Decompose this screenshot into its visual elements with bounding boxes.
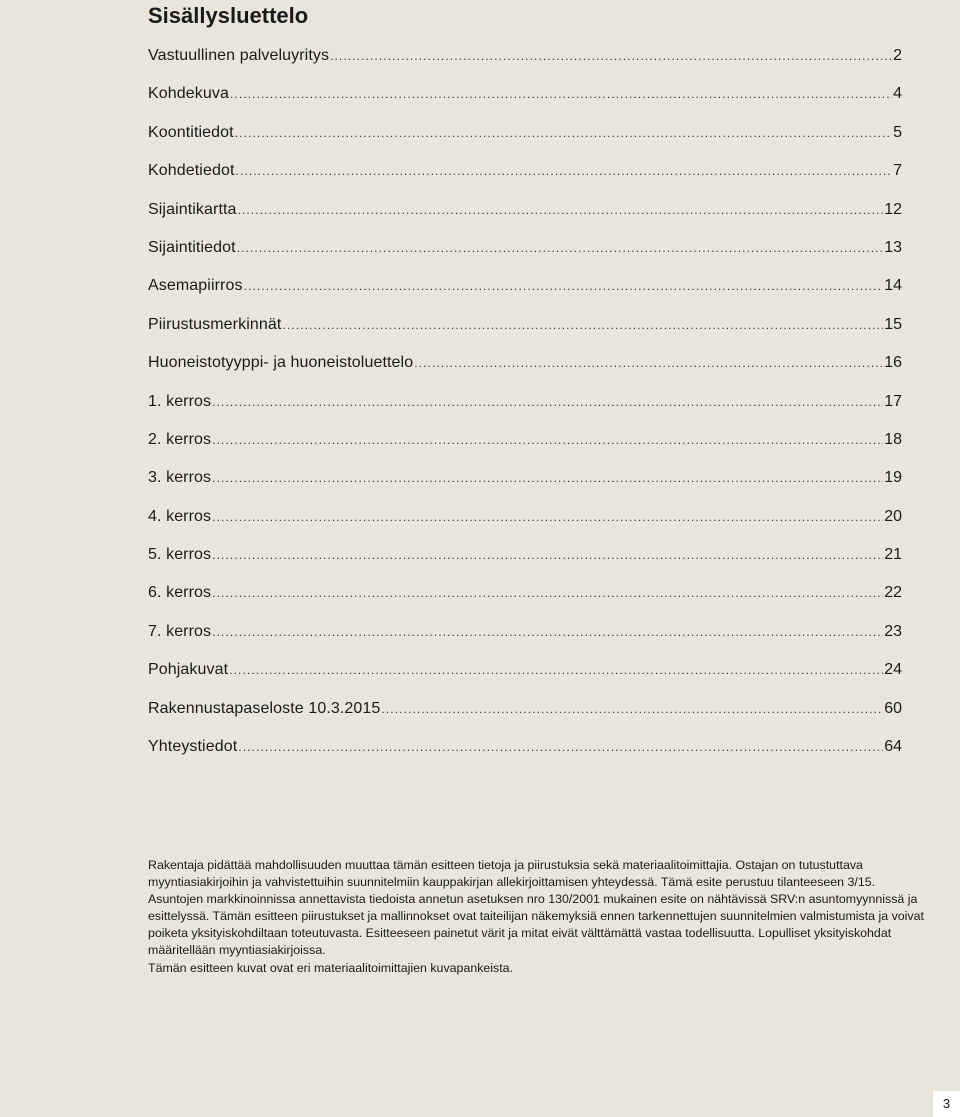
toc-entry-page: 64 [884, 738, 902, 756]
toc-entry-label: Koontitiedot [148, 123, 234, 141]
toc-entry-label: 4. kerros [148, 507, 212, 525]
toc-entry [148, 577, 902, 615]
toc-entry-label: Yhteystiedot [148, 738, 238, 756]
disclaimer-paragraph: Rakentaja pidättää mahdollisuuden muuttaa tämän esitteen tietoja ja piirustuksia sekä materiaalitoimittajia. Ostajan on tutustuttava myyntiasiakirjoihin ja vahvistettuihin suunnitelmiin kauppakirjan allekirjoittamisen yhteydessä. Tämä esite perustuu tilanteeseen 3/15. Asuntojen markkinoinnissa annettavista tiedoista annetun asetuksen nro 130/2001 mukainen esite on nähtävissä SRV:n asuntomyynnissä ja esittelyssä. Tämän esitteen piirustukset ja mallinnokset ovat taiteilijan näkemyksiä ennen tarkennettujen suunnitelmien valmistumista ja voivat poiketa yksityiskohdiltaan toteutuvasta. Esitteeseen painetut värit ja mitat eivät välttämättä vastaa todellisuutta. Lopulliset yksityiskohdat määritellään myyntiasiakirjoissa. [148, 858, 924, 958]
toc-entry-page: 19 [884, 469, 902, 487]
toc-entry [148, 78, 902, 116]
page-title: Sisällysluettelo [148, 3, 309, 28]
toc-entry-page: 7 [893, 162, 902, 180]
toc-entry-page: 5 [893, 123, 902, 141]
toc-entry [148, 155, 902, 193]
toc-leader-dots [236, 156, 893, 187]
toc-entry-label: Huoneistotyyppi- ja huoneistoluettelo [148, 354, 414, 372]
toc-leader-dots [381, 694, 883, 725]
toc-entry-page: 23 [884, 622, 902, 640]
toc-entry-label: Pohjakuvat [148, 661, 229, 679]
toc-leader-dots [238, 732, 883, 763]
toc-entry-page: 20 [884, 507, 902, 525]
toc-leader-dots [212, 463, 883, 494]
toc-entry-label: 3. kerros [148, 469, 212, 487]
toc-leader-dots [330, 41, 892, 72]
disclaimer-text [148, 857, 924, 977]
toc-entry-page: 14 [884, 277, 902, 295]
toc-entry [148, 117, 902, 155]
toc-entry-page: 18 [884, 430, 902, 448]
toc-entry-label: Kohdekuva [148, 85, 229, 103]
toc-leader-dots [212, 387, 883, 418]
toc-leader-dots [238, 195, 884, 226]
toc-entry [148, 309, 902, 347]
toc-leader-dots [282, 310, 883, 341]
toc-entry [148, 232, 902, 270]
toc-entry [148, 347, 902, 385]
toc-entry [148, 501, 902, 539]
toc-leader-dots [212, 578, 883, 609]
toc-entry-page: 22 [884, 584, 902, 602]
toc-entry [148, 424, 902, 462]
toc-entry-label: 5. kerros [148, 546, 212, 564]
toc-entry-label: Piirustusmerkinnät [148, 315, 282, 333]
toc-entry-page: 24 [884, 661, 902, 679]
toc-leader-dots [229, 655, 883, 686]
toc-entry-page: 17 [884, 392, 902, 410]
toc-entry-label: 2. kerros [148, 430, 212, 448]
toc-leader-dots [212, 617, 883, 648]
toc-leader-dots [237, 233, 884, 264]
toc-entry [148, 386, 902, 424]
table-of-contents [148, 40, 902, 769]
toc-entry-page: 21 [884, 546, 902, 564]
toc-leader-dots [235, 118, 892, 149]
page-number: 3 [933, 1091, 960, 1117]
toc-entry-label: Asemapiirros [148, 277, 243, 295]
toc-entry-page: 16 [884, 354, 902, 372]
toc-leader-dots [414, 348, 883, 379]
toc-entry [148, 539, 902, 577]
toc-entry-page: 2 [893, 47, 902, 64]
toc-entry-label: Sijaintitiedot [148, 238, 236, 256]
toc-leader-dots [244, 271, 884, 302]
toc-entry-label: 7. kerros [148, 622, 212, 640]
toc-entry-page: 4 [893, 85, 902, 103]
toc-entry-page: 12 [884, 200, 902, 218]
toc-leader-dots [212, 502, 883, 533]
toc-entry-page: 15 [884, 315, 902, 333]
toc-entry [148, 731, 902, 769]
toc-entry-label: 1. kerros [148, 392, 212, 410]
toc-entry-page: 13 [884, 238, 902, 256]
toc-entry-label: Rakennustapaseloste 10.3.2015 [148, 699, 381, 717]
toc-entry-label: Sijaintikartta [148, 200, 237, 218]
toc-entry [148, 270, 902, 308]
toc-entry [148, 616, 902, 654]
toc-entry-page: 60 [884, 699, 902, 717]
disclaimer-image-credit: Tämän esitteen kuvat ovat eri materiaalitoimittajien kuvapankeista. [148, 960, 514, 975]
toc-entry-label: 6. kerros [148, 584, 212, 602]
toc-entry-label: Kohdetiedot [148, 162, 235, 180]
toc-entry-label: Vastuullinen palveluyritys [148, 47, 330, 64]
toc-entry [148, 654, 902, 692]
toc-entry [148, 194, 902, 232]
toc-leader-dots [212, 425, 883, 456]
toc-leader-dots [230, 79, 892, 110]
toc-leader-dots [212, 540, 883, 571]
toc-entry [148, 693, 902, 731]
toc-entry [148, 462, 902, 500]
toc-entry [148, 40, 902, 78]
